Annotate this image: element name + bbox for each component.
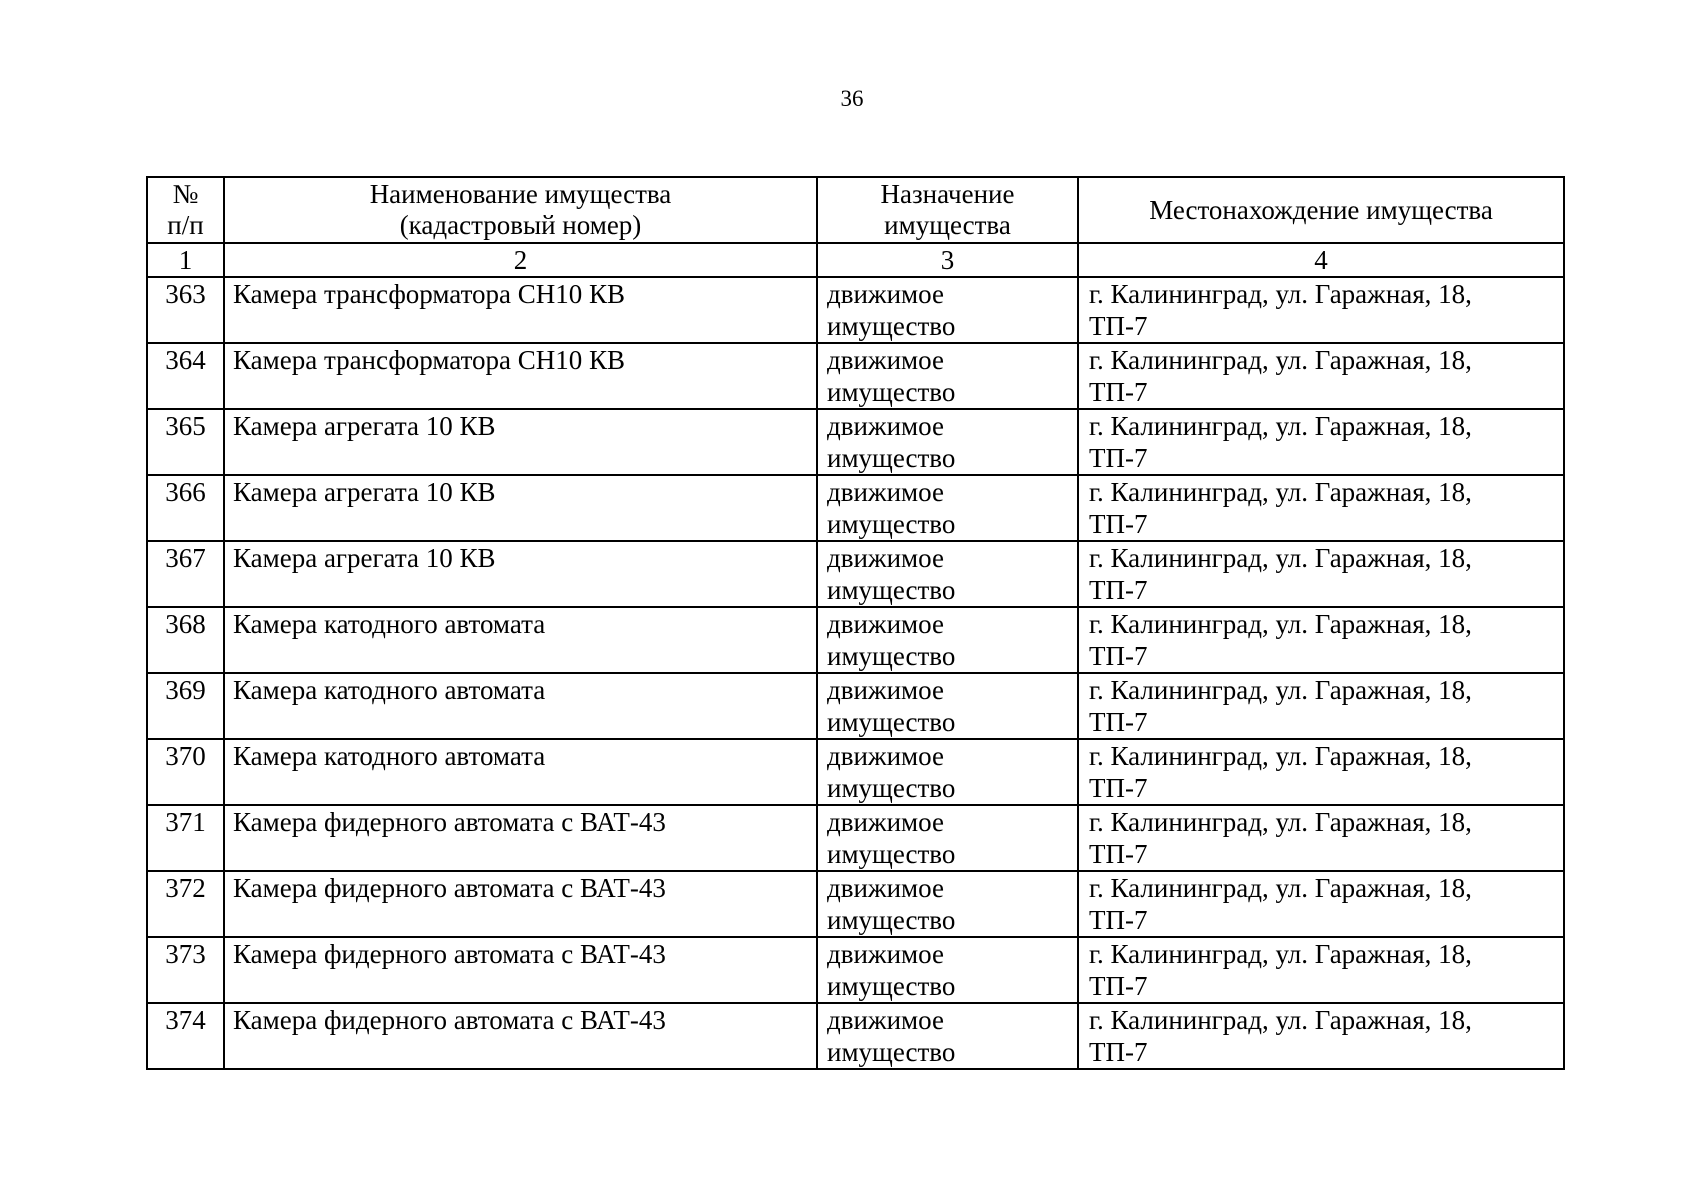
property-location	[1078, 541, 1564, 607]
property-location-line: ТП-7	[1089, 1037, 1148, 1067]
property-purpose-line: движимое	[827, 279, 944, 309]
property-name: Камера катодного автомата	[224, 607, 817, 673]
property-location-line: г. Калининград, ул. Гаражная, 18,	[1089, 807, 1472, 837]
property-location-line: г. Калининград, ул. Гаражная, 18,	[1089, 609, 1472, 639]
header-name	[224, 177, 817, 243]
row-number: 369	[147, 673, 224, 739]
property-name: Камера катодного автомата	[224, 673, 817, 739]
property-location	[1078, 277, 1564, 343]
property-purpose	[817, 739, 1078, 805]
property-location-line: ТП-7	[1089, 839, 1148, 869]
property-purpose	[817, 277, 1078, 343]
property-location	[1078, 409, 1564, 475]
property-purpose-line: движимое	[827, 807, 944, 837]
property-purpose-line: движимое	[827, 609, 944, 639]
property-purpose	[817, 805, 1078, 871]
property-purpose	[817, 1003, 1078, 1069]
property-location	[1078, 1003, 1564, 1069]
property-purpose-line: движимое	[827, 345, 944, 375]
row-number: 366	[147, 475, 224, 541]
property-name: Камера агрегата 10 КВ	[224, 475, 817, 541]
property-purpose-line: имущество	[827, 311, 956, 341]
property-purpose-line: движимое	[827, 1005, 944, 1035]
property-location-line: ТП-7	[1089, 971, 1148, 1001]
column-index: 1	[147, 243, 224, 277]
property-location-line: ТП-7	[1089, 509, 1148, 539]
property-location	[1078, 343, 1564, 409]
header-location-line: Местонахождение имущества	[1149, 194, 1493, 225]
row-number: 367	[147, 541, 224, 607]
page-number: 36	[840, 86, 864, 111]
header-purpose-line: Назначение	[880, 179, 1015, 209]
header-location	[1078, 177, 1564, 243]
property-purpose-line: имущество	[827, 905, 956, 935]
property-location-line: ТП-7	[1089, 905, 1148, 935]
property-purpose-line: имущество	[827, 1037, 956, 1067]
table-row	[147, 541, 1564, 607]
column-index: 2	[224, 243, 817, 277]
property-location-line: г. Калининград, ул. Гаражная, 18,	[1089, 411, 1472, 441]
row-number: 374	[147, 1003, 224, 1069]
property-location-line: г. Калининград, ул. Гаражная, 18,	[1089, 477, 1472, 507]
property-location-line: ТП-7	[1089, 641, 1148, 671]
property-purpose-line: движимое	[827, 873, 944, 903]
header-num-line: п/п	[167, 210, 204, 240]
property-purpose-line: имущество	[827, 971, 956, 1001]
table-row	[147, 277, 1564, 343]
column-index: 4	[1078, 243, 1564, 277]
property-location-line: г. Калининград, ул. Гаражная, 18,	[1089, 543, 1472, 573]
table-row	[147, 409, 1564, 475]
property-purpose	[817, 343, 1078, 409]
property-purpose-line: движимое	[827, 477, 944, 507]
property-location	[1078, 805, 1564, 871]
property-purpose	[817, 607, 1078, 673]
row-number: 364	[147, 343, 224, 409]
property-purpose-line: движимое	[827, 543, 944, 573]
property-purpose-line: имущество	[827, 641, 956, 671]
property-location-line: г. Калининград, ул. Гаражная, 18,	[1089, 873, 1472, 903]
property-location-line: ТП-7	[1089, 443, 1148, 473]
property-purpose-line: имущество	[827, 443, 956, 473]
property-location-line: г. Калининград, ул. Гаражная, 18,	[1089, 279, 1472, 309]
property-location	[1078, 937, 1564, 1003]
property-location-line: ТП-7	[1089, 311, 1148, 341]
table-row	[147, 871, 1564, 937]
column-index: 3	[817, 243, 1078, 277]
property-purpose-line: имущество	[827, 377, 956, 407]
property-location	[1078, 673, 1564, 739]
property-purpose-line: имущество	[827, 707, 956, 737]
property-table	[146, 176, 1565, 1070]
property-name: Камера фидерного автомата с ВАТ-43	[224, 1003, 817, 1069]
property-location-line: ТП-7	[1089, 575, 1148, 605]
table-row	[147, 805, 1564, 871]
property-name: Камера агрегата 10 КВ	[224, 541, 817, 607]
row-number: 370	[147, 739, 224, 805]
table-body	[147, 277, 1564, 1069]
column-index-row	[147, 243, 1564, 277]
property-name: Камера катодного автомата	[224, 739, 817, 805]
property-location-line: ТП-7	[1089, 377, 1148, 407]
row-number: 373	[147, 937, 224, 1003]
property-location	[1078, 475, 1564, 541]
property-purpose	[817, 673, 1078, 739]
table-row	[147, 343, 1564, 409]
property-name: Камера фидерного автомата с ВАТ-43	[224, 805, 817, 871]
property-location-line: ТП-7	[1089, 773, 1148, 803]
property-purpose	[817, 409, 1078, 475]
property-location	[1078, 607, 1564, 673]
table-header-row	[147, 177, 1564, 243]
property-purpose-line: имущество	[827, 575, 956, 605]
property-location-line: г. Калининград, ул. Гаражная, 18,	[1089, 675, 1472, 705]
property-location-line: ТП-7	[1089, 707, 1148, 737]
property-name: Камера агрегата 10 КВ	[224, 409, 817, 475]
property-location-line: г. Калининград, ул. Гаражная, 18,	[1089, 1005, 1472, 1035]
property-name: Камера трансформатора СН10 КВ	[224, 277, 817, 343]
table-row	[147, 1003, 1564, 1069]
property-name: Камера фидерного автомата с ВАТ-43	[224, 871, 817, 937]
property-name: Камера трансформатора СН10 КВ	[224, 343, 817, 409]
property-purpose-line: движимое	[827, 741, 944, 771]
header-purpose-line: имущества	[884, 210, 1011, 240]
property-purpose	[817, 475, 1078, 541]
property-purpose	[817, 541, 1078, 607]
property-location-line: г. Калининград, ул. Гаражная, 18,	[1089, 345, 1472, 375]
table-row	[147, 937, 1564, 1003]
property-name: Камера фидерного автомата с ВАТ-43	[224, 937, 817, 1003]
row-number: 371	[147, 805, 224, 871]
property-location	[1078, 871, 1564, 937]
property-location-line: г. Калининград, ул. Гаражная, 18,	[1089, 939, 1472, 969]
row-number: 365	[147, 409, 224, 475]
table-row	[147, 475, 1564, 541]
property-location-line: г. Калининград, ул. Гаражная, 18,	[1089, 741, 1472, 771]
row-number: 363	[147, 277, 224, 343]
property-purpose-line: движимое	[827, 675, 944, 705]
property-purpose-line: движимое	[827, 411, 944, 441]
header-name-line: Наименование имущества	[369, 179, 672, 209]
header-num-line: №	[172, 179, 199, 209]
property-purpose-line: движимое	[827, 939, 944, 969]
row-number: 368	[147, 607, 224, 673]
table-row	[147, 673, 1564, 739]
header-name-line: (кадастровый номер)	[399, 210, 642, 240]
property-purpose	[817, 871, 1078, 937]
table-row	[147, 607, 1564, 673]
property-purpose	[817, 937, 1078, 1003]
property-purpose-line: имущество	[827, 773, 956, 803]
table-row	[147, 739, 1564, 805]
header-num	[147, 177, 224, 243]
property-purpose-line: имущество	[827, 839, 956, 869]
row-number: 372	[147, 871, 224, 937]
header-purpose	[817, 177, 1078, 243]
property-purpose-line: имущество	[827, 509, 956, 539]
property-location	[1078, 739, 1564, 805]
